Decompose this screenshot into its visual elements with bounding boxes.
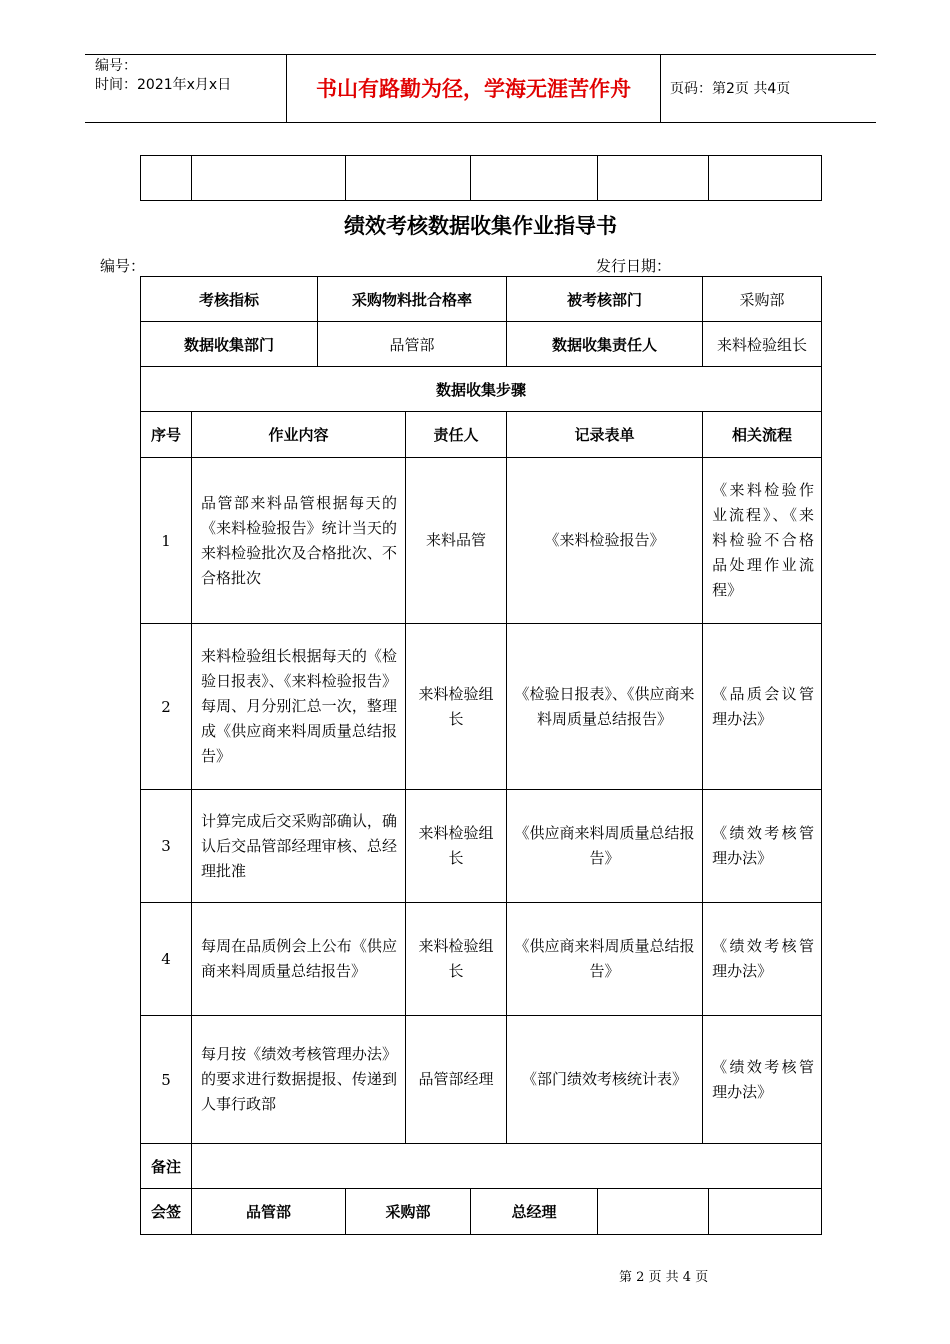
step-flow: 《绩效考核管理办法》 (703, 1016, 822, 1144)
step-number: 2 (141, 624, 192, 790)
assessed-dept-value: 采购部 (703, 277, 822, 322)
table-row (141, 1189, 822, 1235)
step-record: 《来料检验报告》 (507, 458, 703, 624)
column-header: 责任人 (406, 412, 507, 458)
header-divider (660, 54, 661, 123)
collect-dept-label: 数据收集部门 (141, 322, 318, 367)
table-row (141, 624, 822, 790)
signoff-blank-cell (709, 1189, 822, 1235)
table-row (141, 1016, 822, 1144)
collect-owner-value: 来料检验组长 (703, 322, 822, 367)
step-content: 品管部来料品管根据每天的《来料检验报告》统计当天的来料检验批次及合格批次、不合格批次 (192, 458, 406, 624)
step-flow: 《来料检验作业流程》、《来料检验不合格品处理作业流程》 (703, 458, 822, 624)
footer-page-number: 第 2 页 共 4 页 (619, 1270, 709, 1285)
signoff-label: 会签 (141, 1189, 192, 1235)
collect-owner-label: 数据收集责任人 (507, 322, 703, 367)
table-row (141, 277, 822, 322)
step-owner: 来料品管 (406, 458, 507, 624)
document-title: 绩效考核数据收集作业指导书 (344, 214, 617, 238)
step-flow: 《绩效考核管理办法》 (703, 903, 822, 1016)
blank-cell (709, 156, 822, 201)
doc-number-label: 编号： (100, 257, 146, 275)
signoff-purchasing-dept: 采购部 (346, 1189, 471, 1235)
step-owner: 品管部经理 (406, 1016, 507, 1144)
step-owner: 来料检验组长 (406, 903, 507, 1016)
header-number-label: 编号： (95, 58, 137, 74)
header-left-block (95, 57, 231, 95)
issue-date-label: 发行日期： (596, 257, 672, 275)
header-page-label: 页码：第2页 共4页 (670, 81, 791, 97)
blank-cell (471, 156, 598, 201)
table-row (141, 367, 822, 412)
column-header: 序号 (141, 412, 192, 458)
blank-cell (141, 156, 192, 201)
step-owner: 来料检验组长 (406, 624, 507, 790)
instruction-table (140, 276, 822, 1189)
blank-cell (346, 156, 471, 201)
remarks-label: 备注 (141, 1144, 192, 1189)
step-flow: 《品质会议管理办法》 (703, 624, 822, 790)
section-title: 数据收集步骤 (141, 367, 822, 412)
header-time-label: 时间：2021年x月x日 (95, 77, 232, 93)
step-record: 《检验日报表》、《供应商来料周质量总结报告》 (507, 624, 703, 790)
step-record: 《供应商来料周质量总结报告》 (507, 903, 703, 1016)
column-header: 记录表单 (507, 412, 703, 458)
step-number: 5 (141, 1016, 192, 1144)
header-motto: 书山有路勤为径，学海无涯苦作舟 (316, 77, 631, 101)
signoff-blank-cell (598, 1189, 709, 1235)
table-header-row (141, 412, 822, 458)
step-content: 计算完成后交采购部确认，确认后交品管部经理审核、总经理批准 (192, 790, 406, 903)
header-bottom-rule (85, 122, 876, 123)
column-header: 作业内容 (192, 412, 406, 458)
table-row (141, 790, 822, 903)
step-number: 1 (141, 458, 192, 624)
table-row (141, 1144, 822, 1189)
blank-cell (192, 156, 346, 201)
step-content: 每月按《绩效考核管理办法》的要求进行数据提报、传递到人事行政部 (192, 1016, 406, 1144)
step-owner: 来料检验组长 (406, 790, 507, 903)
indicator-value: 采购物料批合格率 (318, 277, 507, 322)
indicator-label: 考核指标 (141, 277, 318, 322)
signoff-quality-dept: 品管部 (192, 1189, 346, 1235)
step-number: 3 (141, 790, 192, 903)
signoff-general-manager: 总经理 (471, 1189, 598, 1235)
table-row (141, 156, 822, 201)
table-row (141, 458, 822, 624)
blank-cell (598, 156, 709, 201)
column-header: 相关流程 (703, 412, 822, 458)
step-record: 《供应商来料周质量总结报告》 (507, 790, 703, 903)
remarks-value (192, 1144, 822, 1189)
assessed-dept-label: 被考核部门 (507, 277, 703, 322)
step-number: 4 (141, 903, 192, 1016)
step-content: 每周在品质例会上公布《供应商来料周质量总结报告》 (192, 903, 406, 1016)
table-row (141, 903, 822, 1016)
blank-carryover-table (140, 155, 822, 201)
signoff-table (140, 1188, 822, 1235)
step-content: 来料检验组长根据每天的《检验日报表》、《来料检验报告》每周、月分别汇总一次，整理成《供应商来料周质量总结报告》 (192, 624, 406, 790)
step-flow: 《绩效考核管理办法》 (703, 790, 822, 903)
table-row (141, 322, 822, 367)
collect-dept-value: 品管部 (318, 322, 507, 367)
step-record: 《部门绩效考核统计表》 (507, 1016, 703, 1144)
